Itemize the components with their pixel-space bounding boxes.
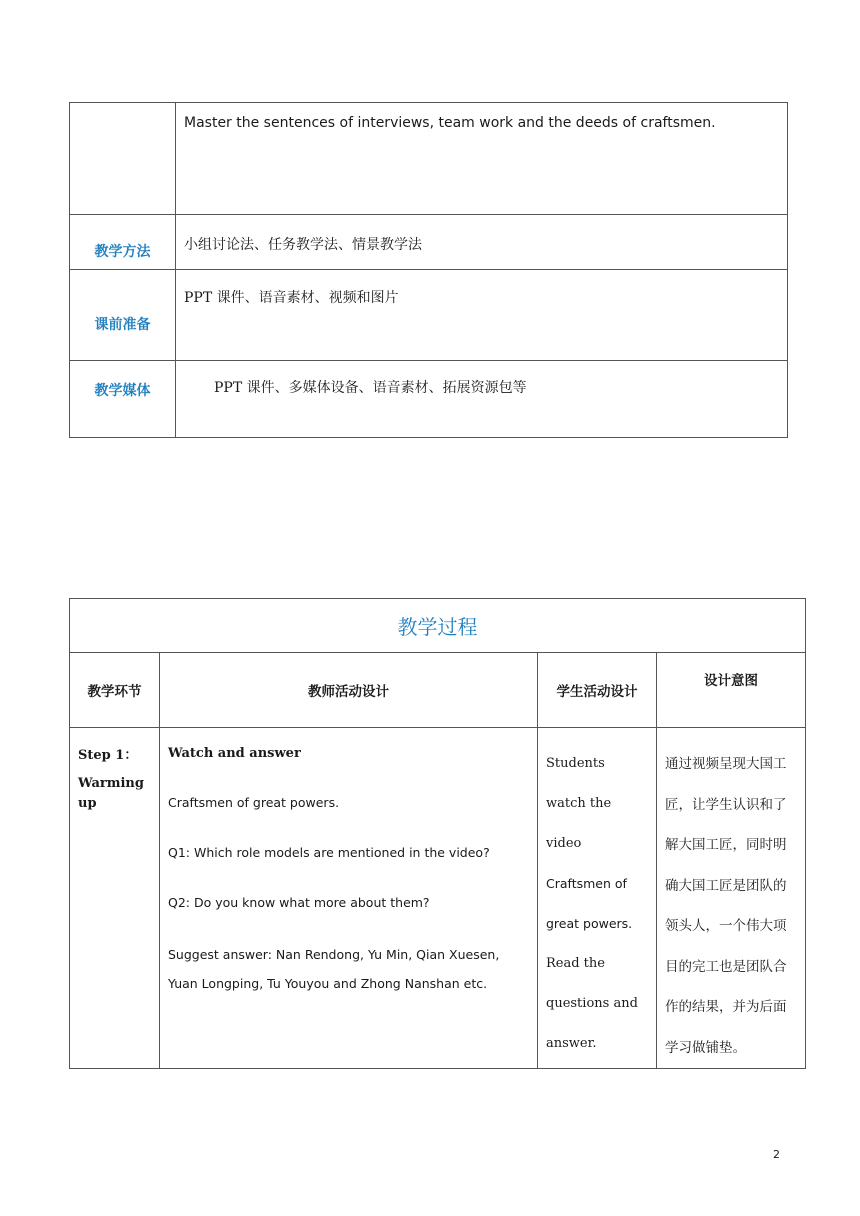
header-stage: 教学环节: [70, 653, 160, 728]
step-name: Warming up: [78, 776, 144, 812]
process-title: 教学过程: [70, 599, 806, 653]
teacher-q1: Q1: Which role models are mentioned in the video?: [168, 845, 490, 860]
student-line1: Students watch the video: [546, 756, 612, 851]
media-value: PPT 课件、多媒体设备、语音素材、拓展资源包等: [176, 361, 788, 438]
method-value: 小组讨论法、任务教学法、情景教学法: [176, 215, 788, 270]
teacher-answer: Suggest answer: Nan Rendong, Yu Min, Qian Xuesen, Yuan Longping, Tu Youyou and Zhong Nanshan etc.: [168, 947, 500, 991]
teacher-activity-cell: [160, 728, 538, 1069]
method-label: 教学方法: [70, 215, 176, 270]
objective-text: Master the sentences of interviews, team work and the deeds of craftsmen.: [176, 103, 788, 215]
student-line2: Craftsmen of great powers.: [546, 876, 633, 931]
header-teacher: 教师活动设计: [160, 653, 538, 728]
preparation-value: PPT 课件、语音素材、视频和图片: [176, 270, 788, 361]
page-number: 2: [773, 1148, 780, 1161]
teacher-line1: Craftsmen of great powers.: [168, 795, 340, 810]
media-label: 教学媒体: [70, 361, 176, 438]
header-student: 学生活动设计: [538, 653, 657, 728]
preparation-label: 课前准备: [70, 270, 176, 361]
step-cell: [70, 728, 160, 1069]
student-line3: Read the questions and answer.: [546, 956, 638, 1051]
step-number: Step 1：: [78, 748, 138, 763]
teacher-activity-title: Watch and answer: [168, 746, 301, 761]
teacher-q2: Q2: Do you know what more about them?: [168, 895, 430, 910]
header-intent: 设计意图: [657, 653, 806, 728]
objective-label-cell: [70, 103, 176, 215]
design-intent-cell: 通过视频呈现大国工匠，让学生认识和了解大国工匠，同时明确大国工匠是团队的领头人，一个伟大项目的完工也是团队合作的结果，并为后面学习做铺垫。: [657, 728, 806, 1069]
info-table: [69, 102, 788, 438]
process-table: [69, 598, 806, 1069]
student-activity-cell: [538, 728, 657, 1069]
